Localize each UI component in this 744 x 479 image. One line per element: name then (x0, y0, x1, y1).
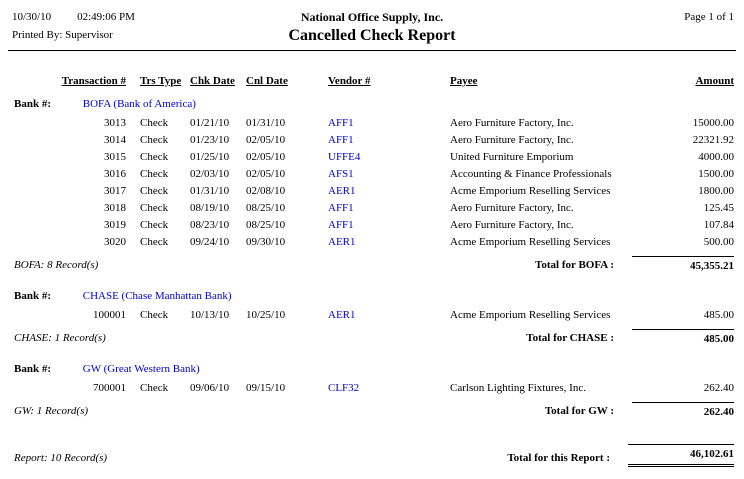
cnl-date: 08/25/10 (246, 219, 286, 231)
bank-label: Bank #: (14, 98, 51, 110)
transaction-number: 3014 (104, 134, 126, 146)
bank-total-amount: 262.40 (632, 402, 734, 420)
group-rows (8, 307, 736, 324)
column-headers (8, 73, 736, 90)
bank-row (8, 360, 736, 378)
cnl-date: 02/05/10 (246, 134, 286, 146)
bank-subtotal-row (8, 329, 736, 347)
transaction-number: 3018 (104, 202, 126, 214)
check-row (8, 183, 736, 200)
chk-date: 08/19/10 (190, 202, 230, 214)
trs-type: Check (140, 117, 169, 129)
amount: 262.40 (703, 382, 734, 394)
cnl-date: 01/31/10 (246, 117, 286, 129)
transaction-number: 3015 (104, 151, 126, 163)
payee: Acme Emporium Reselling Services (450, 236, 611, 248)
vendor-link[interactable]: AER1 (328, 309, 356, 321)
print-time: 02:49:06 PM (77, 11, 135, 23)
cnl-date: 09/15/10 (246, 382, 286, 394)
cnl-date: 02/08/10 (246, 185, 286, 197)
transaction-number: 3017 (104, 185, 126, 197)
trs-type: Check (140, 134, 169, 146)
bank-subtotal-row (8, 402, 736, 420)
chk-date: 01/31/10 (190, 185, 230, 197)
print-date: 10/30/10 (12, 11, 52, 23)
transaction-number: 700001 (93, 382, 126, 394)
bank-record-count: BOFA: 8 Record(s) (14, 259, 99, 271)
bank-label: Bank #: (14, 290, 51, 302)
bank-label: Bank #: (14, 363, 51, 375)
check-row (8, 132, 736, 149)
vendor-link[interactable]: AFF1 (328, 219, 354, 231)
bank-row (8, 287, 736, 305)
vendor-link[interactable]: AFF1 (328, 117, 354, 129)
trs-type: Check (140, 168, 169, 180)
bank-record-count: CHASE: 1 Record(s) (14, 332, 106, 344)
vendor-link[interactable]: AFS1 (328, 168, 354, 180)
trs-type: Check (140, 219, 169, 231)
trs-type: Check (140, 236, 169, 248)
bank-total-amount: 45,355.21 (632, 256, 734, 274)
chk-date: 01/21/10 (190, 117, 230, 129)
company-name: National Office Supply, Inc. (300, 10, 444, 24)
check-row (8, 166, 736, 183)
payee: Acme Emporium Reselling Services (450, 185, 611, 197)
chk-date: 01/23/10 (190, 134, 230, 146)
amount: 107.84 (703, 219, 734, 231)
amount: 22321.92 (692, 134, 734, 146)
col-payee: Payee (450, 75, 478, 87)
group-rows (8, 380, 736, 397)
vendor-link[interactable]: AFF1 (328, 202, 354, 214)
payee: Acme Emporium Reselling Services (450, 309, 611, 321)
bank-subtotal-row (8, 256, 736, 274)
col-cnl-date: Cnl Date (246, 75, 288, 87)
check-row (8, 234, 736, 251)
bank-total-label: Total for BOFA : (535, 259, 614, 271)
report-record-count: Report: 10 Record(s) (14, 452, 108, 464)
payee: Aero Furniture Factory, Inc. (450, 117, 574, 129)
check-row (8, 217, 736, 234)
chk-date: 09/24/10 (190, 236, 230, 248)
bank-group (8, 287, 736, 347)
header-center (188, 8, 556, 46)
payee: United Furniture Emporium (450, 151, 574, 163)
chk-date: 09/06/10 (190, 382, 230, 394)
transaction-number: 3013 (104, 117, 126, 129)
chk-date: 10/13/10 (190, 309, 230, 321)
transaction-number: 3016 (104, 168, 126, 180)
vendor-link[interactable]: AER1 (328, 236, 356, 248)
chk-date: 01/25/10 (190, 151, 230, 163)
header-rule (8, 50, 736, 51)
bank-total-label: Total for GW : (544, 405, 614, 417)
amount: 4000.00 (698, 151, 734, 163)
cnl-date: 09/30/10 (246, 236, 286, 248)
trs-type: Check (140, 382, 169, 394)
check-row (8, 307, 736, 324)
bank-name-link[interactable]: GW (Great Western Bank) (82, 363, 200, 375)
trs-type: Check (140, 185, 169, 197)
amount: 1500.00 (698, 168, 734, 180)
report-total-amount: 46,102.61 (628, 444, 734, 467)
chk-date: 08/23/10 (190, 219, 230, 231)
bank-group (8, 95, 736, 274)
bank-group (8, 360, 736, 420)
amount: 15000.00 (692, 117, 734, 129)
cnl-date: 02/05/10 (246, 151, 286, 163)
amount: 125.45 (703, 202, 734, 214)
col-trs-type: Trs Type (140, 75, 182, 87)
payee: Aero Furniture Factory, Inc. (450, 134, 574, 146)
check-row (8, 380, 736, 397)
transaction-number: 3020 (104, 236, 126, 248)
report-body (8, 95, 736, 420)
vendor-link[interactable]: AER1 (328, 185, 356, 197)
bank-name-link[interactable]: BOFA (Bank of America) (82, 98, 196, 110)
vendor-link[interactable]: CLF32 (328, 382, 360, 394)
amount: 1800.00 (698, 185, 734, 197)
cnl-date: 02/05/10 (246, 168, 286, 180)
check-row (8, 200, 736, 217)
bank-total-label: Total for CHASE : (526, 332, 614, 344)
bank-total-amount: 485.00 (632, 329, 734, 347)
amount: 485.00 (703, 309, 734, 321)
bank-name-link[interactable]: CHASE (Chase Manhattan Bank) (82, 290, 232, 302)
payee: Aero Furniture Factory, Inc. (450, 219, 574, 231)
col-vendor: Vendor # (328, 75, 371, 87)
check-row (8, 115, 736, 132)
report-header (8, 8, 736, 46)
col-chk-date: Chk Date (190, 75, 235, 87)
chk-date: 02/03/10 (190, 168, 230, 180)
report-total-label: Total for this Report : (507, 452, 610, 464)
bank-row (8, 95, 736, 113)
transaction-number: 100001 (93, 309, 126, 321)
payee: Accounting & Finance Professionals (450, 168, 612, 180)
report-grand-total (8, 444, 736, 467)
header-left (8, 8, 188, 44)
vendor-link[interactable]: AFF1 (328, 134, 354, 146)
printed-by: Printed By: Supervisor (12, 29, 113, 41)
amount: 500.00 (703, 236, 734, 248)
vendor-link[interactable]: UFFE4 (328, 151, 361, 163)
col-amount: Amount (695, 75, 734, 87)
transaction-number: 3019 (104, 219, 126, 231)
cnl-date: 08/25/10 (246, 202, 286, 214)
check-row (8, 149, 736, 166)
group-rows (8, 115, 736, 251)
payee: Carlson Lighting Fixtures, Inc. (450, 382, 586, 394)
cnl-date: 10/25/10 (246, 309, 286, 321)
payee: Aero Furniture Factory, Inc. (450, 202, 574, 214)
bank-record-count: GW: 1 Record(s) (14, 405, 89, 417)
trs-type: Check (140, 151, 169, 163)
trs-type: Check (140, 202, 169, 214)
col-transaction: Transaction # (61, 75, 126, 87)
report-title: Cancelled Check Report (288, 27, 456, 44)
page-number: Page 1 of 1 (684, 11, 734, 23)
trs-type: Check (140, 309, 169, 321)
